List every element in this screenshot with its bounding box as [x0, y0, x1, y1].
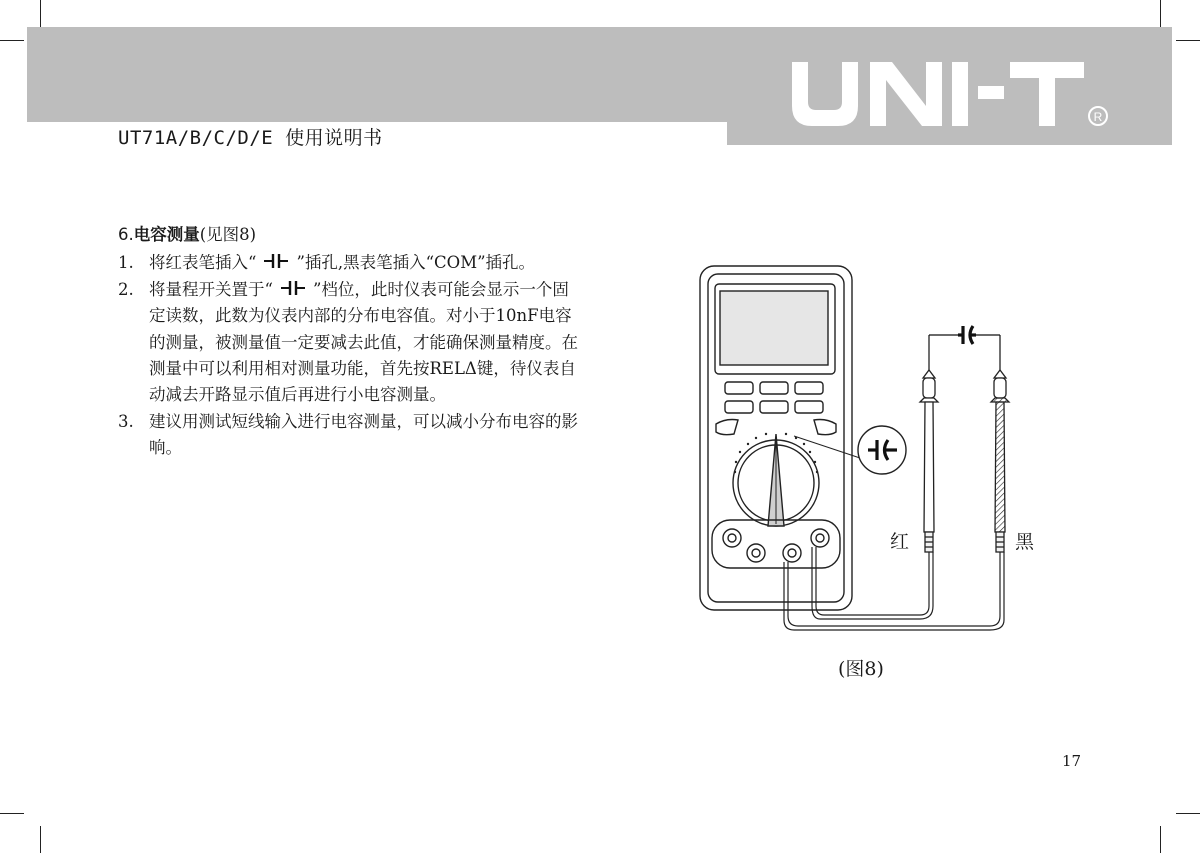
- list-item: [118, 409, 578, 462]
- terminal-jack: [723, 529, 741, 547]
- figure-caption: (图8): [838, 658, 884, 680]
- step-text-b: ”档位，此时仪表可能会显示一个固定读数，此数为仪表内部的分布电容值。对小于10nF电容的测量，被测量值一定要减去此值，才能确保测量精度。在测量中可以利用相对测量功能，首先按RELΔ键，待仪表自动减去开路显示值后再进行小电容测量。: [149, 279, 578, 405]
- terminal-jack-hole: [728, 534, 736, 542]
- crop-mark: [0, 813, 24, 814]
- multimeter-diagram: [690, 258, 1050, 638]
- section-title: 电容测量: [133, 225, 200, 244]
- meter-side-button: [716, 420, 738, 435]
- crop-mark: [1176, 813, 1200, 814]
- terminal-jack: [783, 544, 801, 562]
- meter-button: [725, 382, 753, 394]
- section-heading: [118, 222, 578, 248]
- page-number: 17: [1062, 752, 1082, 770]
- meter-button: [760, 401, 788, 413]
- terminal-panel: [712, 520, 840, 568]
- meter-button: [795, 382, 823, 394]
- red-probe-label: 红: [890, 531, 910, 553]
- section-number: 6.: [118, 225, 134, 244]
- black-probe: [991, 358, 1009, 552]
- step-text-a: 将红表笔插入“: [149, 253, 257, 273]
- meter-side-button: [814, 420, 836, 435]
- steps-list: [118, 250, 578, 461]
- step-text-a: 将量程开关置于“: [149, 279, 273, 299]
- list-item: [118, 277, 578, 409]
- terminal-jack-hole: [752, 549, 760, 557]
- crop-mark: [0, 40, 24, 41]
- step-text-b: ”插孔,黑表笔插入“COM”插孔。: [296, 253, 536, 273]
- callout-circle: [858, 426, 906, 474]
- step-number: 2.: [118, 279, 134, 299]
- terminal-jack-hole: [816, 534, 824, 542]
- content: [118, 222, 578, 462]
- crop-mark: [40, 826, 41, 853]
- document-title: UT71A/B/C/D/E 使用说明书: [118, 127, 383, 149]
- step-text: 建议用测试短线输入进行电容测量，可以减小分布电容的影响。: [149, 411, 578, 458]
- capacitor-icon: [958, 326, 976, 344]
- step-number: 1.: [118, 253, 134, 273]
- terminal-jack: [811, 529, 829, 547]
- red-probe: [920, 358, 938, 552]
- black-probe-label: 黑: [1015, 531, 1035, 553]
- meter-display: [720, 291, 828, 365]
- terminal-jack: [747, 544, 765, 562]
- meter-button: [725, 401, 753, 413]
- section-note: (见图8): [199, 225, 257, 244]
- meter-button: [795, 401, 823, 413]
- callout-line: [794, 436, 860, 458]
- meter-button: [760, 382, 788, 394]
- step-number: 3.: [118, 411, 134, 431]
- crop-mark: [1160, 826, 1161, 853]
- uni-t-logo: [788, 58, 1108, 130]
- crop-mark: [1176, 40, 1200, 41]
- terminal-jack-hole: [788, 549, 796, 557]
- capacitor-symbol-icon: [273, 279, 313, 297]
- list-item: [118, 250, 578, 276]
- svg-text:R: R: [1093, 110, 1103, 124]
- red-lead-wire: [816, 547, 929, 615]
- capacitor-symbol-icon: [256, 252, 296, 270]
